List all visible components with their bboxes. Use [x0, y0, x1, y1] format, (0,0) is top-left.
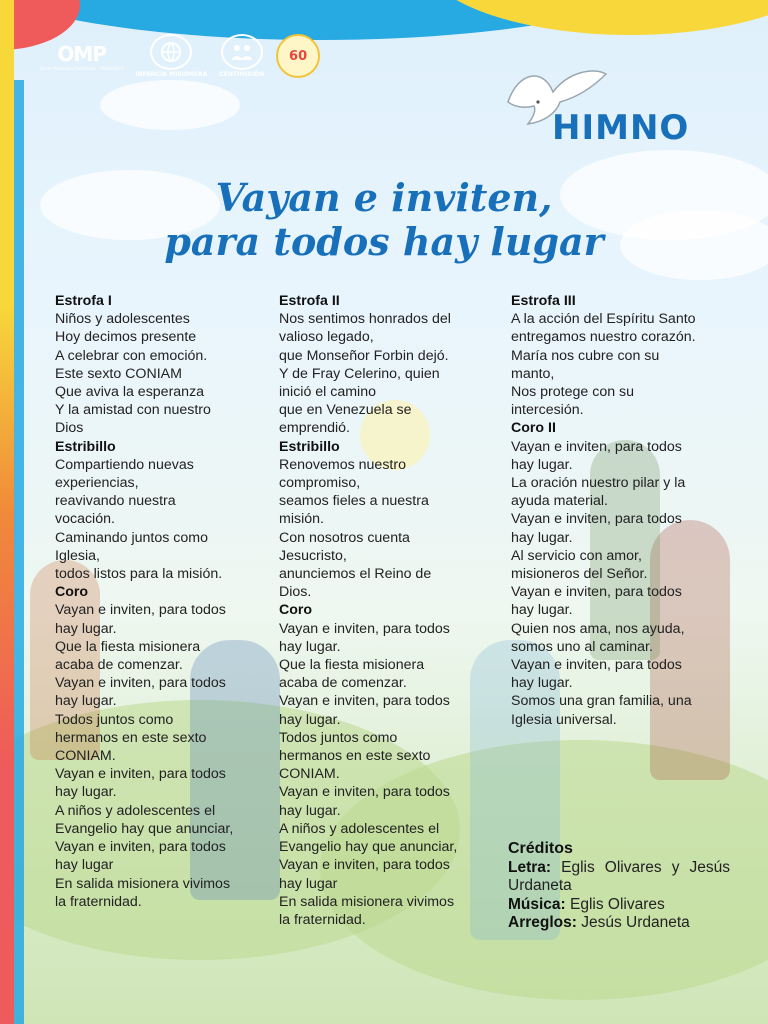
lyric-line: Al servicio con amor, — [511, 547, 642, 564]
lyric-line: Vayan e inviten, para todos — [511, 584, 682, 601]
lyric-line: todos listos para la misión. — [55, 566, 223, 583]
lyric-line: Iglesia, — [55, 547, 100, 564]
lyric-line: somos uno al caminar. — [511, 638, 653, 655]
lyric-line: Evangelio hay que anunciar, — [279, 839, 458, 856]
lyric-line: En salida misionera vivimos — [55, 875, 231, 892]
credits-arreglos — [508, 914, 730, 933]
lyric-line: A celebrar con emoción. — [55, 347, 208, 364]
lyric-line: Nos protege con su — [511, 384, 635, 401]
lyric-line: anunciemos el Reino de — [279, 566, 432, 583]
lyric-line: Y de Fray Celerino, quien — [279, 365, 440, 382]
lyric-line: Vayan e inviten, para todos — [279, 620, 450, 637]
logo-infancia-text: INFANCIA MISIONERA — [135, 71, 208, 78]
himno-label: HIMNO — [552, 108, 690, 148]
lyric-line: hay lugar. — [279, 802, 341, 819]
lyric-line: hay lugar. — [55, 620, 117, 637]
title-line-1: Vayan e inviten, — [215, 175, 553, 220]
logo-centimision-text: CENTIMISIÓN — [219, 71, 265, 78]
logo-infancia-misionera — [135, 34, 207, 78]
lyric-line: Que aviva la esperanza — [55, 384, 205, 401]
lyric-line: entregamos nuestro corazón. — [511, 329, 696, 346]
lyric-line: En salida misionera vivimos — [279, 893, 455, 910]
lyric-line: emprendió. — [279, 420, 350, 437]
lyric-line: seamos fieles a nuestra — [279, 493, 429, 510]
lyric-line: la fraternidad. — [279, 911, 366, 928]
lyric-line: hay lugar — [55, 857, 114, 874]
lyric-line: hermanos en este sexto — [279, 748, 431, 765]
lyric-line: reavivando nuestra — [55, 493, 176, 510]
lyric-line: hermanos en este sexto — [55, 729, 207, 746]
lyric-line: experiencias, — [55, 475, 139, 492]
credits-musica-label: Música: — [508, 895, 566, 913]
page-title — [0, 176, 768, 264]
lyric-line: Vayan e inviten, para todos — [511, 657, 682, 674]
lyric-line: Vayan e inviten, para todos — [279, 784, 450, 801]
lyric-line: manto, — [511, 365, 555, 382]
title-line-2: para todos hay lugar — [164, 219, 604, 264]
lyric-line: misión. — [279, 511, 324, 528]
credits-arreglos-value: Jesús Urdaneta — [581, 914, 690, 931]
lyric-line: Este sexto CONIAM — [55, 365, 182, 382]
lyric-line: Todos juntos como — [279, 729, 398, 746]
credits-letra-label: Letra: — [508, 858, 552, 876]
lyric-line: Somos una gran familia, una — [511, 693, 692, 710]
lyric-line: acaba de comenzar. — [55, 657, 183, 674]
lyric-line: hay lugar. — [55, 693, 117, 710]
verse-heading: Estrofa II — [279, 293, 340, 309]
lyric-line: Jesucristo, — [279, 547, 347, 564]
verse-heading: Estrofa III — [511, 293, 576, 309]
credits-letra-value: Eglis Olivares y Jesús Urdaneta — [508, 858, 730, 894]
lyric-line: que en Venezuela se — [279, 402, 412, 419]
lyric-line: Vayan e inviten, para todos — [511, 438, 682, 455]
lyrics-column-1 — [55, 292, 265, 911]
credits-section — [508, 840, 730, 933]
lyric-line: Vayan e inviten, para todos — [55, 675, 226, 692]
lyric-line: Vayan e inviten, para todos — [279, 857, 450, 874]
lyric-line: vocación. — [55, 511, 115, 528]
lyric-line: A niños y adolescentes el — [55, 802, 216, 819]
lyric-line: que Monseñor Forbin dejó. — [279, 347, 449, 364]
lyric-line: Quien nos ama, nos ayuda, — [511, 620, 685, 637]
credits-musica — [508, 896, 730, 915]
lyric-line: Vayan e inviten, para todos — [55, 839, 226, 856]
verse-heading: Estribillo — [55, 438, 116, 455]
verse-heading: Coro — [55, 584, 89, 601]
lyric-line: Hoy decimos presente — [55, 329, 197, 346]
lyric-line: hay lugar. — [511, 602, 573, 619]
lyric-line: Todos juntos como — [55, 711, 174, 728]
verse-heading: Coro — [279, 602, 313, 619]
lyric-line: hay lugar. — [511, 529, 573, 546]
lyric-line: Niños y adolescentes — [55, 311, 190, 328]
lyric-line: Vayan e inviten, para todos — [55, 766, 226, 783]
lyric-line: compromiso, — [279, 475, 361, 492]
lyric-line: Iglesia universal. — [511, 711, 617, 728]
lyric-line: acaba de comenzar. — [279, 675, 407, 692]
lyric-line: CONIAM. — [55, 748, 116, 765]
lyric-line: Caminando juntos como — [55, 529, 208, 546]
logo-omp-text: OMP — [57, 41, 106, 66]
lyric-line: Con nosotros cuenta — [279, 529, 410, 546]
lyrics-column-3 — [511, 292, 726, 729]
verse-heading: Estrofa I — [55, 293, 112, 309]
lyric-line: Vayan e inviten, para todos — [279, 693, 450, 710]
lyric-line: hay lugar. — [511, 456, 573, 473]
left-stripe — [0, 0, 14, 1024]
credits-letra — [508, 859, 730, 896]
credits-arreglos-label: Arreglos: — [508, 914, 577, 931]
lyric-line: Renovemos nuestro — [279, 456, 406, 473]
verse-heading: Coro II — [511, 420, 556, 437]
lyric-line: la fraternidad. — [55, 893, 142, 910]
verse-heading: Estribillo — [279, 438, 340, 455]
lyric-line: CONIAM. — [279, 766, 340, 783]
lyric-line: A la acción del Espíritu Santo — [511, 311, 696, 328]
credits-title: Créditos — [508, 840, 573, 857]
anniversary-badge: 60 — [276, 34, 320, 78]
lyric-line: Que la fiesta misionera — [55, 638, 201, 655]
lyric-line: Vayan e inviten, para todos — [511, 511, 682, 528]
lyric-line: ayuda material. — [511, 493, 608, 510]
logo-centimision — [219, 34, 264, 78]
cloud — [100, 80, 240, 130]
lyric-line: La oración nuestro pilar y la — [511, 475, 686, 492]
lyric-line: María nos cubre con su — [511, 347, 660, 364]
lyric-line: Vayan e inviten, para todos — [55, 602, 226, 619]
lyric-line: Dios. — [279, 584, 312, 601]
lyric-line: Compartiendo nuevas — [55, 456, 194, 473]
lyric-line: hay lugar. — [511, 675, 573, 692]
lyric-line: A niños y adolescentes el — [279, 820, 440, 837]
lyric-line: Evangelio hay que anunciar, — [55, 820, 234, 837]
header-logos — [40, 34, 320, 78]
lyric-line: hay lugar — [279, 875, 338, 892]
lyric-line: valioso legado, — [279, 329, 374, 346]
logo-omp — [40, 42, 123, 71]
lyric-line: inició el camino — [279, 384, 376, 401]
lyric-line: hay lugar. — [279, 711, 341, 728]
lyric-line: hay lugar. — [279, 638, 341, 655]
lyric-line: Y la amistad con nuestro — [55, 402, 211, 419]
lyric-line: Nos sentimos honrados del — [279, 311, 451, 328]
lyric-line: intercesión. — [511, 402, 584, 419]
logo-omp-subtext: Obras Misionales Pontificias · VENEZUELA — [40, 65, 124, 71]
people-icon — [221, 34, 263, 70]
lyric-line: hay lugar. — [55, 784, 117, 801]
credits-musica-value: Eglis Olivares — [570, 895, 665, 913]
globe-icon — [150, 34, 192, 70]
lyric-line: Que la fiesta misionera — [279, 657, 425, 674]
lyric-line: misioneros del Señor. — [511, 566, 648, 583]
lyric-line: Dios — [55, 420, 84, 437]
lyrics-column-2 — [279, 292, 494, 929]
